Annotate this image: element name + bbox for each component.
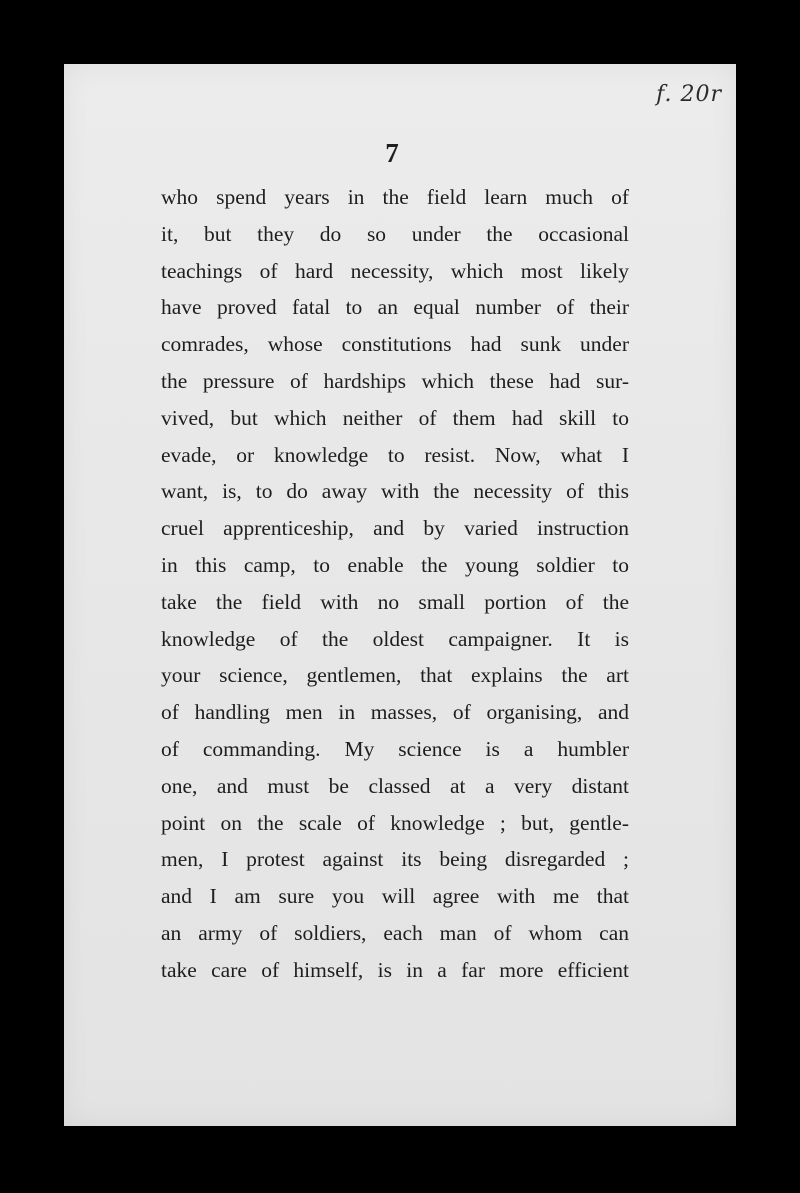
text-line: knowledge of the oldest campaigner. It is [161, 626, 629, 651]
text-line: and I am sure you will agree with me that [161, 884, 629, 909]
text-line: comrades, whose constitutions had sunk under [161, 332, 629, 357]
text-line: point on the scale of knowledge ; but, gentle- [161, 810, 629, 835]
document-page [64, 64, 736, 1126]
text-line: the pressure of hardships which these had sur- [161, 368, 629, 393]
body-text [161, 179, 629, 989]
text-line: in this camp, to enable the young soldier to [161, 552, 629, 577]
text-line: men, I protest against its being disregarded ; [161, 847, 629, 872]
text-line: take care of himself, is in a far more efficient [161, 957, 629, 982]
text-line: who spend years in the field learn much of [161, 185, 629, 209]
text-line: of handling men in masses, of organising, and [161, 700, 629, 725]
text-line: one, and must be classed at a very distant [161, 773, 629, 798]
text-line: have proved fatal to an equal number of their [161, 295, 629, 320]
text-line: evade, or knowledge to resist. Now, what I [161, 442, 629, 467]
text-line: take the field with no small portion of the [161, 589, 629, 614]
text-line: of commanding. My science is a humbler [161, 736, 629, 761]
page-number: 7 [385, 138, 399, 168]
text-line: want, is, to do away with the necessity of this [161, 479, 629, 504]
text-line: an army of soldiers, each man of whom can [161, 920, 629, 945]
text-line: cruel apprenticeship, and by varied instruction [161, 516, 629, 541]
text-line: your science, gentlemen, that explains the art [161, 663, 629, 688]
text-line: teachings of hard necessity, which most likely [161, 258, 629, 283]
folio-annotation: f. 20r [656, 82, 722, 107]
text-line: it, but they do so under the occasional [161, 221, 629, 246]
text-line: vived, but which neither of them had skill to [161, 405, 629, 430]
